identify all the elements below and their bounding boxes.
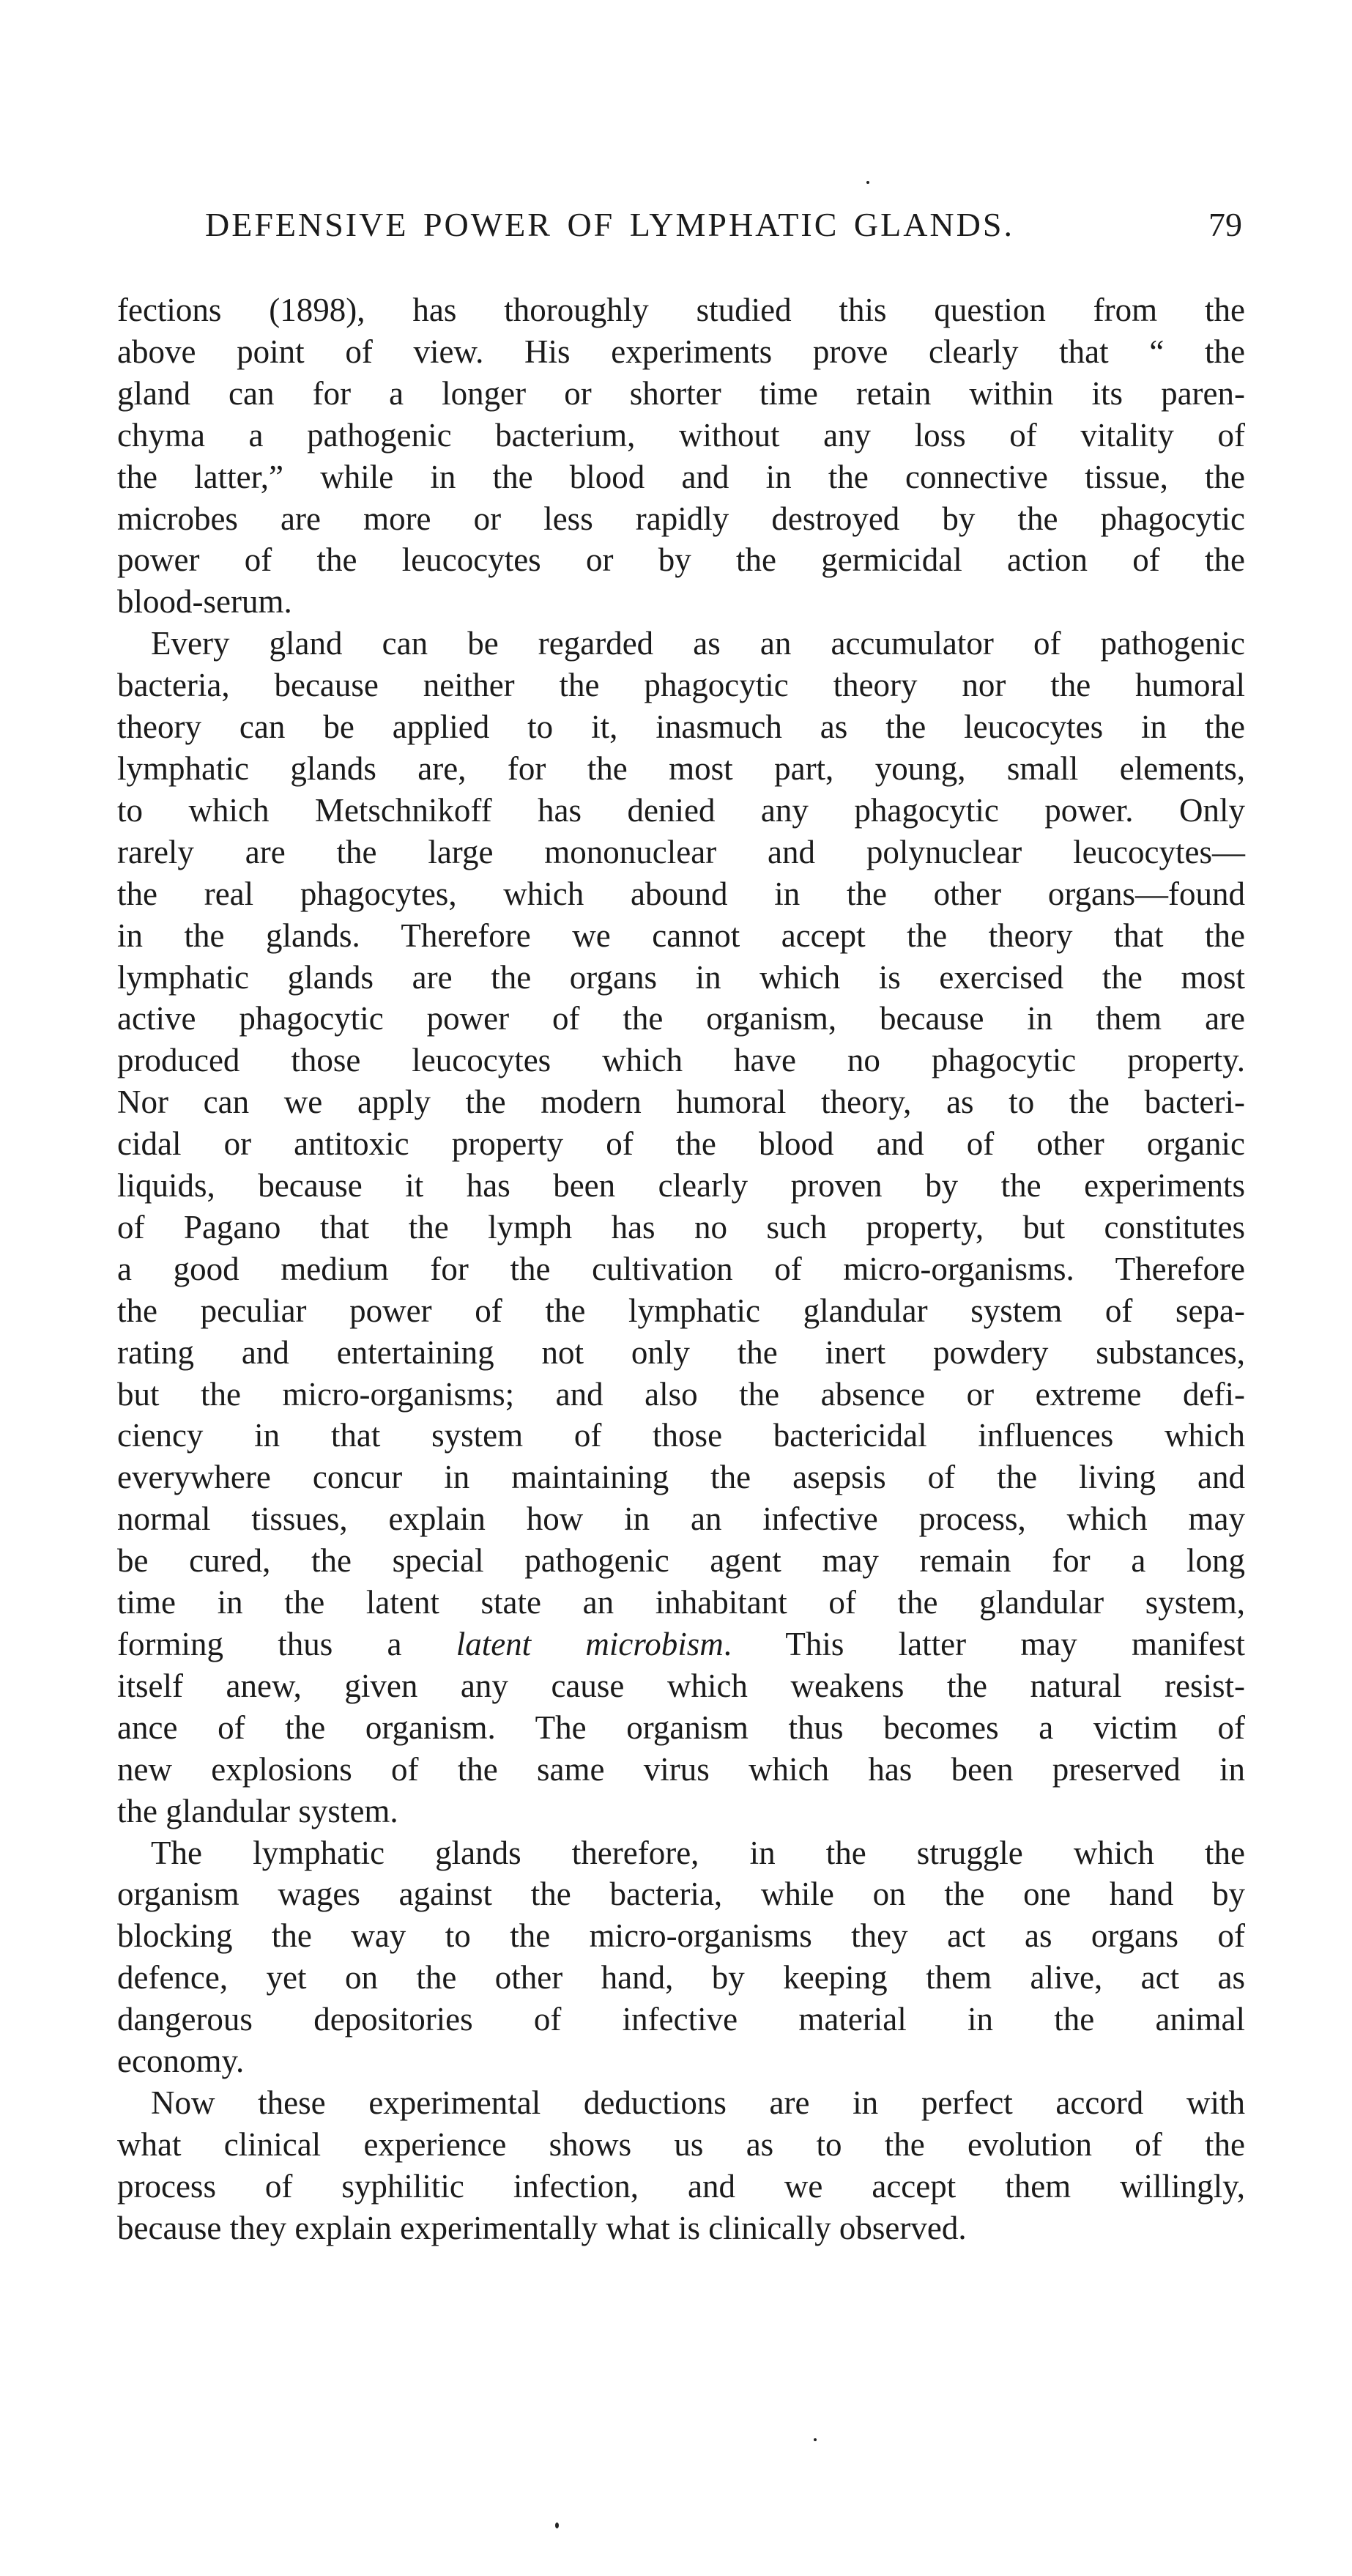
text-line: cidal or antitoxic property of the blood and of other organic [117,1125,1245,1163]
text-line: bacteria, because neither the phagocytic theory nor the humoral [117,667,1245,704]
text-line: be cured, the special pathogenic agent may remain for a long [117,1542,1245,1580]
text-line: ciency in that system of those bactericidal influences which [117,1417,1245,1454]
text-line: because they explain experimentally what is clinically observed. [117,2209,967,2246]
text-line: time in the latent state an inhabitant of the glandular system, [117,1584,1245,1621]
text-line: a good medium for the cultivation of micro-organisms. Therefore [117,1250,1245,1287]
scan-speck [814,2438,817,2441]
text-line: normal tissues, explain how in an infective process, which may [117,1500,1245,1538]
text-line: The lymphatic glands therefore, in the struggle which the [151,1834,1245,1871]
text-line: process of syphilitic infection, and we accept them willingly, [117,2167,1245,2205]
text-line: lymphatic glands are the organs in which is exercised the most [117,958,1245,996]
text-line: power of the leucocytes or by the germicidal action of the [117,541,1245,579]
text-line: defence, yet on the other hand, by keeping them alive, act as [117,1959,1245,1996]
text-line: what clinical experience shows us as to the evolution of the [117,2125,1245,2163]
text-line: Nor can we apply the modern humoral theory, as to the bacteri- [117,1084,1245,1121]
text-line: in the glands. Therefore we cannot accept the theory that the [117,917,1245,954]
scan-speck [555,2523,559,2528]
page-number: 79 [1208,206,1242,243]
text-line: blood-serum. [117,583,292,621]
paragraph [117,289,1245,623]
scan-speck [866,181,869,184]
text-line: forming thus a latent microbism. This latter may manifest [117,1626,1245,1662]
text-line: to which Metschnikoff has denied any phagocytic power. Only [117,791,1245,829]
running-title: DEFENSIVE POWER OF LYMPHATIC GLANDS. [205,206,1014,243]
paragraph [117,623,1245,1832]
text-line: liquids, because it has been clearly proven by the experiments [117,1167,1245,1204]
text-line: ance of the organism. The organism thus becomes a victim of [117,1709,1245,1746]
text-line: theory can be applied to it, inasmuch as the leucocytes in the [117,708,1245,746]
text-line: organism wages against the bacteria, while on the one hand by [117,1876,1245,1913]
text-line: blocking the way to the micro-organisms they act as organs of [117,1917,1245,1955]
text-line: gland can for a longer or shorter time retain within its paren- [117,374,1245,412]
text-line: chyma a pathogenic bacterium, without any loss of vitality of [117,416,1245,454]
body-text [117,289,1245,2249]
text-line: active phagocytic power of the organism, because in them are [117,1000,1245,1037]
text-line: dangerous depositories of infective material in the animal [117,2001,1245,2038]
text-line: produced those leucocytes which have no phagocytic property. [117,1042,1245,1079]
text-line: rating and entertaining not only the inert powdery substances, [117,1333,1245,1371]
paragraph [117,1832,1245,2082]
italic-term: latent microbism [456,1626,724,1662]
text-line: the peculiar power of the lymphatic glandular system of sepa- [117,1292,1245,1329]
text-line: lymphatic glands are, for the most part, young, small elements, [117,750,1245,787]
text-line: the real phagocytes, which abound in the other organs—found [117,875,1245,912]
text-line: microbes are more or less rapidly destroyed by the phagocytic [117,500,1245,537]
paragraph [117,2082,1245,2249]
text-line: economy. [117,2043,245,2080]
text-line: of Pagano that the lymph has no such property, but constitutes [117,1208,1245,1246]
running-header [117,205,1242,256]
text-line: Every gland can be regarded as an accumulator of pathogenic [151,625,1245,662]
text-line: but the micro-organisms; and also the absence or extreme defi- [117,1375,1245,1413]
text-line: the glandular system. [117,1792,398,1829]
text-line: above point of view. His experiments prove clearly that “ the [117,333,1245,370]
text-line: the latter,” while in the blood and in the connective tissue, the [117,458,1245,495]
text-line: rarely are the large mononuclear and polynuclear leucocytes— [117,833,1245,870]
text-line: itself anew, given any cause which weakens the natural resist- [117,1667,1245,1704]
text-line: everywhere concur in maintaining the asepsis of the living and [117,1459,1245,1496]
text-line: new explosions of the same virus which has been preserved in [117,1750,1245,1788]
text-line: Now these experimental deductions are in perfect accord with [151,2084,1245,2121]
text-line: fections (1898), has thoroughly studied this question from the [117,292,1245,328]
